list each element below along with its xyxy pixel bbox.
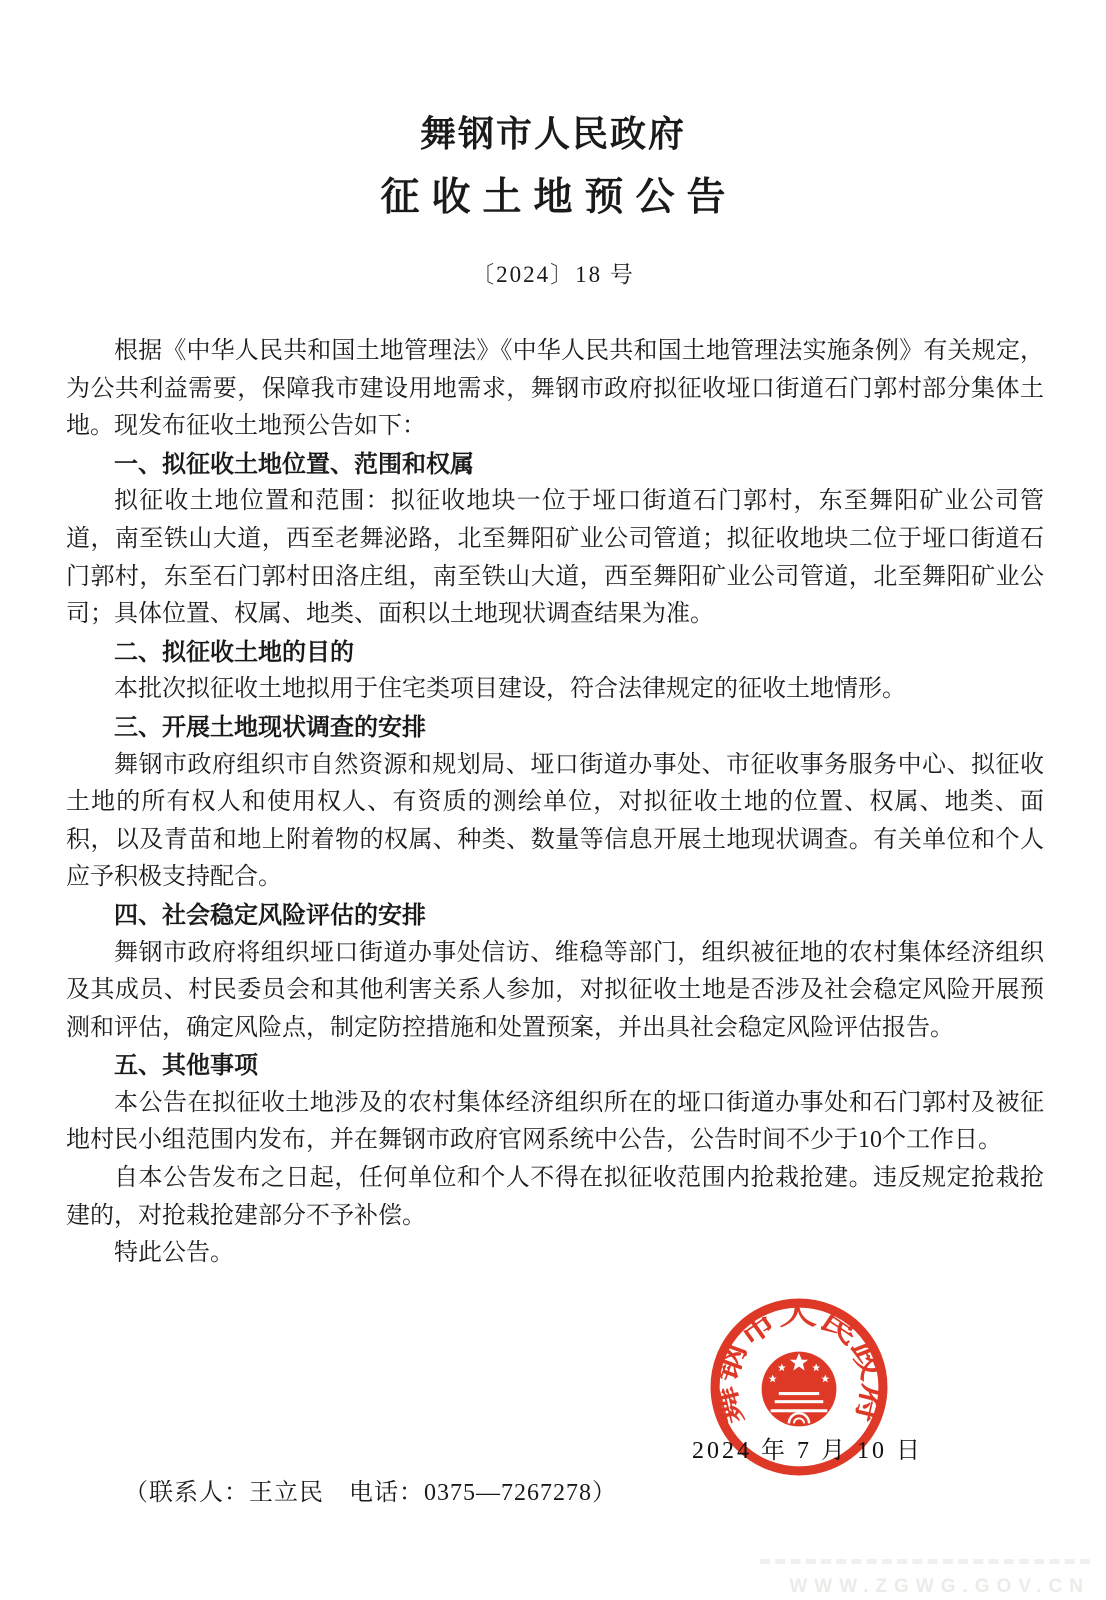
national-emblem-icon [762, 1352, 837, 1427]
document-title: 征收土地预公告 [380, 176, 738, 219]
paragraph-section-5b: 自本公告发布之日起，任何单位和个人不得在拟征收范围内抢栽抢建。违反规定抢栽抢建的，对抢栽抢建部分不予补偿。 [66, 1165, 1044, 1229]
paragraph-section-2: 本批次拟征收土地拟用于住宅类项目建设，符合法律规定的征收土地情形。 [114, 676, 906, 703]
paragraph-section-1: 拟征收土地位置和范围：拟征收地块一位于垭口街道石门郭村，东至舞阳矿业公司管道，南至铁山大道，西至老舞泌路，北至舞阳矿业公司管道；拟征收地块二位于垭口街道石门郭村，东至石门郭村田洛庄组，南至铁山大道，西至舞阳矿业公司管道，北至舞阳矿业公司；具体位置、权属、地类、面积以土地现状调查结果为准。 [66, 488, 1044, 628]
document-number: 〔2024〕18 号 [471, 262, 635, 287]
paragraph-section-3: 舞钢市政府组织市自然资源和规划局、垭口街道办事处、市征收事务服务中心、拟征收土地的所有权人和使用权人、有资质的测绘单位，对拟征收土地的位置、权属、地类、面积，以及青苗和地上附着物的权属、种类、数量等信息开展土地现状调查。有关单位和个人应予积极支持配合。 [66, 751, 1044, 891]
signature-date: 2024 年 7 月 10 日 [692, 1438, 923, 1464]
watermark-area [760, 1559, 1090, 1598]
watermark-dashes [760, 1559, 1090, 1564]
section-heading-3: 三、开展土地现状调查的安排 [114, 713, 426, 741]
contact-line: （联系人：王立民 电话：0375—7267278） [124, 1480, 617, 1506]
section-heading-5: 五、其他事项 [114, 1052, 258, 1080]
paragraph-closing: 特此公告。 [114, 1240, 234, 1267]
paragraph-intro: 根据《中华人民共和国土地管理法》《中华人民共和国土地管理法实施条例》有关规定，为公共利益需要，保障我市建设用地需求，舞钢市政府拟征收垭口街道石门郭村部分集体土地。现发布征收土地预公告如下： [66, 338, 1044, 440]
section-heading-1: 一、拟征收土地位置、范围和权属 [114, 450, 474, 478]
seal-ring-text: 舞钢市人民政府 [711, 1300, 888, 1428]
section-heading-4: 四、社会稳定风险评估的安排 [114, 901, 426, 929]
paragraph-section-4: 舞钢市政府将组织垭口街道办事处信访、维稳等部门，组织被征地的农村集体经济组织及其成员、村民委员会和其他利害关系人参加，对拟征收土地是否涉及社会稳定风险开展预测和评估，确定风险点，制定防控措施和处置预案，并出具社会稳定风险评估报告。 [66, 939, 1044, 1041]
issuer-title: 舞钢市人民政府 [419, 114, 686, 154]
document-body [66, 333, 1044, 1273]
section-heading-2: 二、拟征收土地的目的 [114, 638, 354, 666]
site-watermark: WWW.ZGWG.GOV.CN [789, 1576, 1090, 1597]
paragraph-section-5a: 本公告在拟征收土地涉及的农村集体经济组织所在的垭口街道办事处和石门郭村及被征地村民小组范围内发布，并在舞钢市政府官网系统中公告，公告时间不少于10个工作日。 [66, 1089, 1044, 1154]
